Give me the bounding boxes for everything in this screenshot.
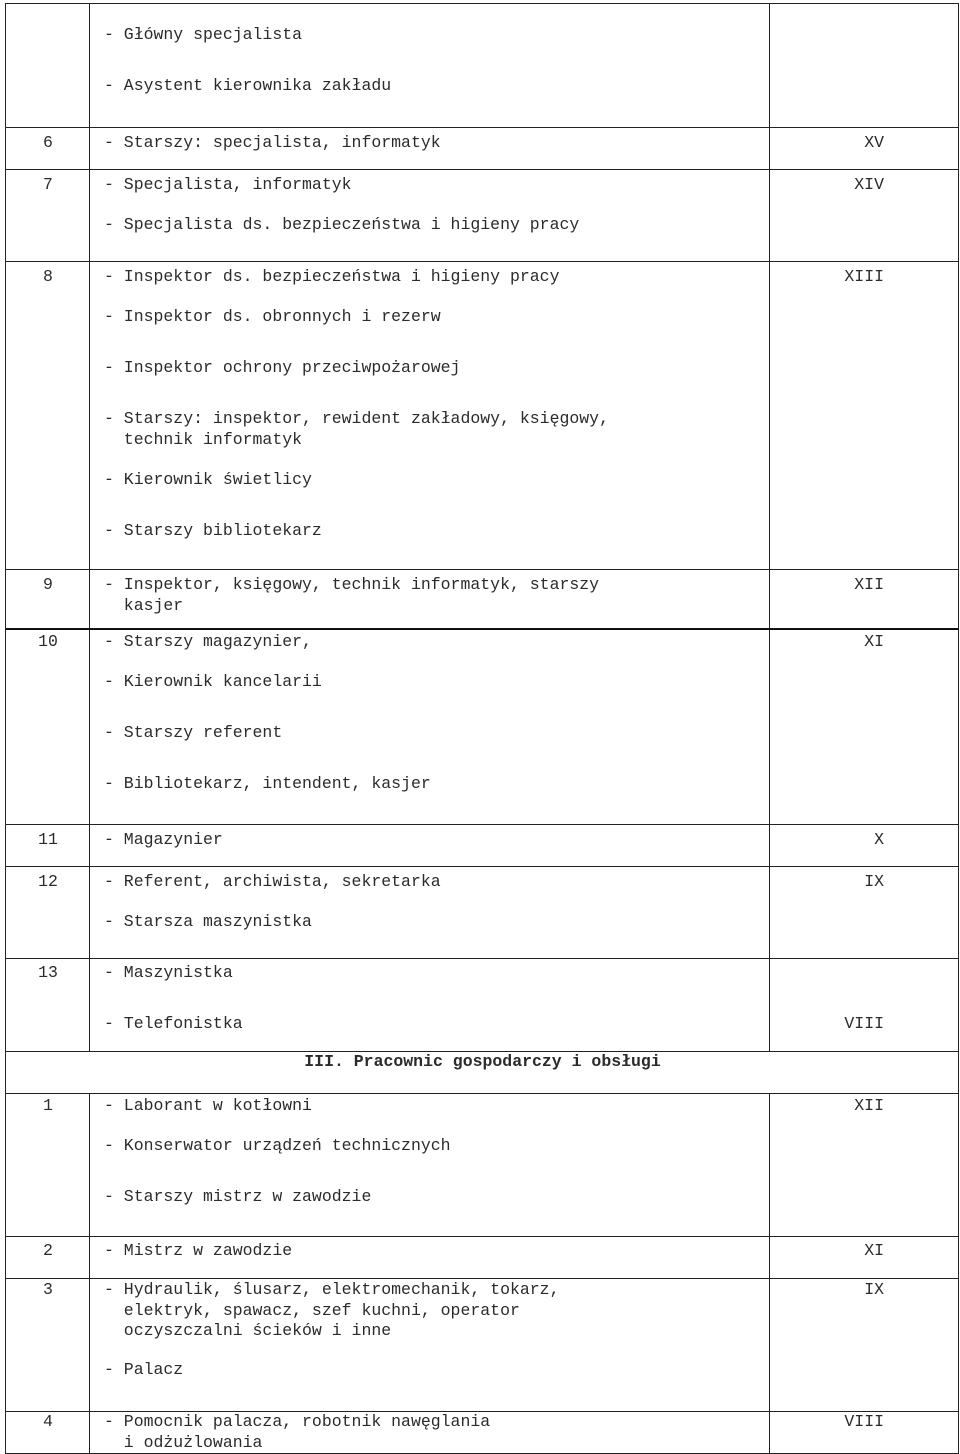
table-row: [6, 1237, 959, 1279]
position-item: - Starsza maszynistka: [104, 912, 312, 931]
row-number: 13: [38, 963, 58, 982]
table-row: [6, 262, 959, 570]
section-heading: III. Pracownic gospodarczy i obsługi: [304, 1052, 661, 1071]
table-row: [6, 1094, 959, 1237]
position-item: - Referent, archiwista, sekretarka: [104, 872, 441, 891]
position-item: - Telefonistka: [104, 1014, 243, 1033]
table-row: [6, 570, 959, 630]
row-number: 4: [43, 1412, 53, 1431]
salary-group: XIII: [844, 267, 884, 286]
row-number: 12: [38, 872, 58, 891]
salary-group: XII: [854, 575, 884, 594]
position-item: - Mistrz w zawodzie: [104, 1241, 293, 1260]
salary-group: XIV: [854, 175, 884, 194]
position-item: - Inspektor ds. bezpieczeństwa i higieny pracy: [104, 267, 560, 286]
table-row: [6, 128, 959, 170]
position-item: - Magazynier: [104, 830, 223, 849]
salary-group: XI: [864, 632, 884, 651]
salary-group: XII: [854, 1096, 884, 1115]
salary-group-table: [5, 3, 959, 1454]
position-item: - Starszy mistrz w zawodzie: [104, 1187, 372, 1206]
position-item: - Kierownik kancelarii: [104, 672, 322, 691]
position-item: - Asystent kierownika zakładu: [104, 76, 392, 95]
row-number: 11: [38, 830, 58, 849]
position-item: - Starszy bibliotekarz: [104, 521, 322, 540]
table-row: [6, 170, 959, 262]
table-row: [6, 825, 959, 867]
position-item: - Starszy: inspektor, rewident zakładowy, księgowy, technik informatyk: [104, 409, 609, 449]
table-row: [6, 959, 959, 1052]
row-number: 9: [43, 575, 53, 594]
position-item: - Inspektor ochrony przeciwpożarowej: [104, 358, 461, 377]
table-row: [6, 867, 959, 959]
row-number: 2: [43, 1241, 53, 1260]
position-item: - Maszynistka: [104, 963, 233, 982]
section-heading-row: [6, 1052, 959, 1094]
row-number: 10: [38, 632, 58, 651]
salary-group: VIII: [844, 1014, 884, 1033]
salary-group: XI: [864, 1241, 884, 1260]
position-item: - Specjalista, informatyk: [104, 175, 352, 194]
position-item: - Inspektor, księgowy, technik informatyk, starszy kasjer: [104, 575, 600, 615]
position-item: - Główny specjalista: [104, 25, 303, 44]
position-item: - Kierownik świetlicy: [104, 470, 312, 489]
position-item: - Konserwator urządzeń technicznych: [104, 1136, 451, 1155]
row-number: 1: [43, 1096, 53, 1115]
table-row: [6, 1279, 959, 1412]
position-item: - Laborant w kotłowni: [104, 1096, 312, 1115]
position-item: - Hydraulik, ślusarz, elektromechanik, tokarz, elektryk, spawacz, szef kuchni, operator oczyszczalni ścieków i inne: [104, 1280, 560, 1340]
position-item: - Bibliotekarz, intendent, kasjer: [104, 774, 431, 793]
salary-group: XV: [864, 133, 884, 152]
row-number: 6: [43, 133, 53, 152]
salary-group: VIII: [844, 1412, 884, 1431]
row-number: 8: [43, 267, 53, 286]
table-row: [6, 1412, 959, 1454]
row-number: 7: [43, 175, 53, 194]
position-item: - Pomocnik palacza, robotnik nawęglania i odżużlowania: [104, 1412, 491, 1452]
position-item: - Specjalista ds. bezpieczeństwa i higieny pracy: [104, 215, 580, 234]
position-item: - Inspektor ds. obronnych i rezerw: [104, 307, 441, 326]
salary-group: IX: [864, 872, 884, 891]
position-item: - Palacz: [104, 1360, 184, 1379]
table-row: [6, 630, 959, 825]
position-item: - Starszy referent: [104, 723, 283, 742]
salary-group: X: [874, 830, 884, 849]
row-number: 3: [43, 1280, 53, 1299]
position-item: - Starszy magazynier,: [104, 632, 312, 651]
table-row: [6, 4, 959, 128]
position-item: - Starszy: specjalista, informatyk: [104, 133, 441, 152]
salary-group: IX: [864, 1280, 884, 1299]
